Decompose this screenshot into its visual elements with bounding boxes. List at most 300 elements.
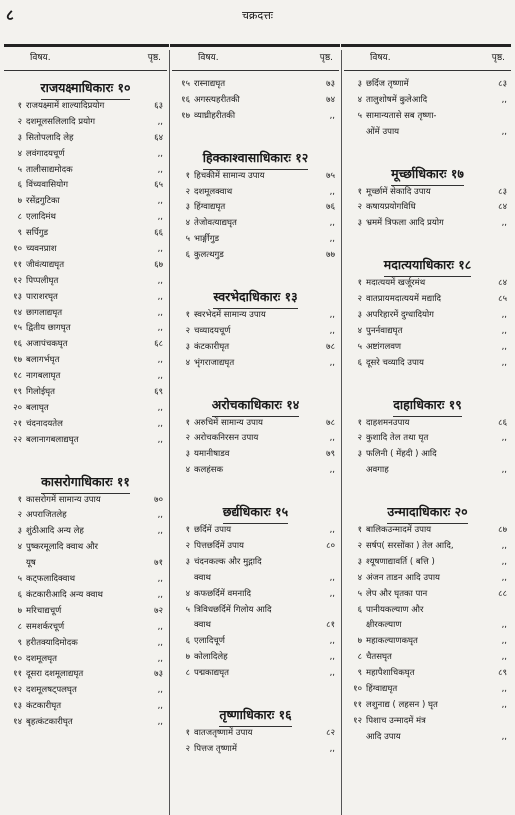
entry-number: १५ [181,79,190,89]
entry-page: ,, [501,699,507,710]
entry-title: कासरोगमें सामान्य उपाय [26,494,101,505]
entry-number: १५ [13,323,22,334]
entry-number: १० [353,684,362,695]
index-entry [4,337,167,353]
entry-title: यमानीषाडव [194,449,230,460]
entry-number: ६ [185,250,190,261]
index-entry [4,178,167,194]
index-entry [344,698,511,714]
entry-number: ५ [357,341,362,352]
entry-number: १ [185,170,190,181]
index-entry [344,125,511,141]
entry-number: ३ [357,79,362,89]
entry-number: १ [185,417,190,428]
entry-page: ,, [501,731,507,742]
index-entry [172,169,339,185]
section-title [4,77,167,99]
entry-number: ११ [13,259,22,270]
entry-title: पित्तज तृष्णामें [194,743,237,754]
entry-title: कंटकारीआदि अन्य क्वाथ [26,589,103,600]
entry-page: ,, [501,465,507,476]
entry-title: छर्दिज तृष्णामें [366,79,409,89]
entry-number: ५ [17,164,22,175]
entry-number: १ [357,417,362,428]
page-heading: पृष्ठ. [319,53,333,63]
index-entry [4,433,167,449]
entry-page: ,, [329,310,335,321]
index-entry [344,324,511,340]
entry-page: ६५ [154,180,163,191]
entry-page: ८० [326,541,335,552]
index-column-2 [172,50,339,815]
entry-number: ११ [13,669,22,680]
entry-page: ६६ [154,228,163,239]
entry-title: क्षीरकल्याण [366,620,402,631]
index-entry [172,308,339,324]
entry-title: जीवंत्याद्यघृत [26,259,65,270]
page-heading: पृष्ठ. [147,53,161,63]
entry-page: ,, [329,186,335,197]
entry-title: भार्ङ्गीगुड [194,234,220,245]
index-entry [344,587,511,603]
entry-number: ५ [357,110,362,121]
entry-number: १२ [13,685,22,696]
entry-number: ६ [17,180,22,191]
column-header-rule [172,66,339,71]
entry-title: व्याघ्रीहरीतकी [194,110,236,121]
index-entry [344,416,511,432]
entry-title: पिशाच उन्मादमें मंत्र [366,715,426,726]
entry-title: फलिनी ( मेंहदी ) आदि [366,449,437,460]
entry-page: ८४ [498,202,507,213]
entry-title: कुशादि तेल तथा घृत [366,433,429,444]
entry-title: बालिकउन्मादमें उपाय [366,525,432,536]
entry-number: २१ [13,418,22,429]
entry-title: पाराशरघृत [26,291,58,302]
section-title [172,394,339,416]
entry-page: ८३ [498,186,507,197]
entry-page: ,, [157,685,163,696]
index-entry [4,163,167,179]
index-entry [172,185,339,201]
entry-title: अरोचकनिरसन उपाय [194,433,259,444]
entry-page: ,, [157,212,163,223]
index-entry [4,369,167,385]
index-entry [4,636,167,652]
index-entry [344,539,511,555]
entry-number: ३ [17,526,22,537]
entry-number: ३ [185,341,190,352]
index-entry [172,650,339,666]
entry-title: ओंमें उपाय [366,126,400,137]
entry-title: सामान्यतासे सब तृष्णा- [366,110,437,121]
entry-title: छागलाद्यघृत [26,307,63,318]
entry-title: कंटकारीघृत [194,341,230,352]
top-rule-right [341,44,511,47]
index-entry [4,401,167,417]
entry-page: ,, [157,621,163,632]
entry-title: त्रिविधछर्दिमें गिलोय आदि [194,604,272,615]
entry-number: ६ [185,636,190,647]
entry-number: २ [185,743,190,754]
entry-number: १९ [13,387,22,398]
index-entry [344,603,511,619]
entry-number: १४ [13,717,22,728]
entry-title: तेजोवत्याद्यघृत [194,218,237,229]
index-entry [344,618,511,634]
entry-number: १३ [13,291,22,302]
index-entry [4,99,167,115]
entry-title: हिंग्वाद्यघृत [194,202,226,213]
entry-number: ८ [185,668,190,679]
entry-page: ,, [329,234,335,245]
entry-page: ८६ [498,417,507,428]
entry-title: चंदनकल्क और मुद्गादि [194,556,262,567]
entry-title: कट्फलादिक्वाथ [26,574,76,585]
entry-page: ७८ [326,417,335,428]
entry-page: ,, [157,116,163,127]
index-entry [344,200,511,216]
entry-title: आदि उपाय [366,731,401,742]
index-entry [344,77,511,93]
entry-title: बृहत्कंटकारीघृत [26,717,73,728]
column-divider [169,50,170,815]
entry-number: १० [13,653,22,664]
index-entry [4,242,167,258]
entry-page: ,, [157,434,163,445]
entry-page [313,603,339,619]
entry-page: ,, [157,371,163,382]
entry-page: ,, [501,541,507,552]
index-entry [172,587,339,603]
entry-title: राजयक्ष्मामें शाल्यादिप्रयोग [26,101,105,111]
entry-number: ७ [17,605,22,616]
index-entry [4,306,167,322]
entry-page: ७९ [326,449,335,460]
entry-page: ,, [157,148,163,159]
entry-number: ६ [17,589,22,600]
entry-number: १ [357,186,362,197]
index-entry [4,699,167,715]
subject-heading: विषय. [370,53,391,63]
entry-number: ९ [17,637,22,648]
entry-page: ,, [501,126,507,137]
entry-number: ४ [185,465,190,476]
entry-title: बलानागबलाद्यघृत [26,434,79,445]
index-entry [172,463,339,479]
entry-title: सर्पिगुड [26,228,49,239]
entry-number: ९ [17,228,22,239]
entry-number: ४ [357,94,362,105]
entry-title: दशमूलघृत [26,653,58,664]
index-column-1 [4,50,167,815]
entry-page: ,, [157,637,163,648]
section-title [344,163,511,185]
entry-number: ४ [357,325,362,336]
section-title-text: दाहाधिकारः १९ [393,394,462,417]
index-entry [172,603,339,619]
entry-number: १ [185,310,190,321]
entry-page: ,, [329,572,335,583]
index-entry [4,131,167,147]
entry-title: सर्षप( सरसोंका ) तेल आदि, [366,541,454,552]
entry-page: ,, [501,636,507,647]
entry-title: महापैशाचिकघृत [366,668,415,679]
index-entry [172,634,339,650]
entry-title: बलाघृत [26,402,49,413]
entry-page [141,540,167,556]
entry-title: लेप और घृतका पान [366,588,428,599]
section-title [172,704,339,726]
entry-page: ८३ [498,79,507,89]
index-entry [4,588,167,604]
index-entry [4,493,167,509]
entry-number: १ [17,494,22,505]
index-entry [172,571,339,587]
index-entry [172,726,339,742]
entry-number: ३ [357,218,362,229]
index-entry [4,540,167,556]
entry-number: ३ [357,556,362,567]
section-title-text: तृष्णाधिकारः १६ [219,704,291,727]
entry-number: ५ [185,234,190,245]
index-entry [344,650,511,666]
entry-number: २२ [13,434,22,445]
section-title [344,254,511,276]
entry-number: २० [13,402,22,413]
entry-page: ,, [157,355,163,366]
entry-number: २ [17,510,22,521]
entry-title: अवगाह [366,465,389,476]
entry-title: बलागर्भघृत [26,355,60,366]
entry-page: ,, [157,291,163,302]
index-entry [344,216,511,232]
entry-number: ४ [357,572,362,583]
entry-page: ,, [501,94,507,105]
entry-number: २ [185,541,190,552]
entry-title: पुष्करमूलादि क्वाथ और [26,542,98,553]
entry-number: १ [185,728,190,739]
entry-number: ४ [185,588,190,599]
entry-number: ११ [353,699,362,710]
entry-title: शुंठीआदि अन्य लेह [26,526,84,537]
entry-title: चव्यादयचूर्ण [194,325,231,336]
entry-title: कुलत्थगुड [194,250,224,261]
index-entry [172,324,339,340]
entry-number: ३ [357,310,362,321]
entry-title: छर्दिमें उपाय [194,525,232,536]
entry-page: ,, [329,525,335,536]
entry-title: चंदनादयतेल [26,418,63,429]
entry-title: एलादिचूर्ण [194,636,225,647]
entry-page: ,, [329,743,335,754]
entry-title: पिप्पलीघृत [26,275,59,286]
entry-number: १० [13,244,22,255]
entry-page: ,, [157,196,163,207]
entry-title: पुनर्नवाद्यघृत [366,325,403,336]
entry-title: तालुशोषमें कुलेआदि [366,94,428,105]
entry-page: ८४ [498,278,507,289]
entry-number: ४ [17,148,22,159]
entry-page: ७५ [326,170,335,181]
index-entry [4,353,167,369]
entry-number: १२ [353,715,362,726]
entry-page: ,, [329,218,335,229]
entry-number: ४ [185,218,190,229]
entry-number: ५ [17,574,22,585]
entry-page: ६४ [154,132,163,143]
index-entry [4,604,167,620]
column-header-rule [344,66,511,71]
entry-page [485,109,511,125]
index-entry [4,572,167,588]
index-entry [4,210,167,226]
entry-number: २ [357,541,362,552]
section-title-text: हिक्काश्वासाधिकारः १२ [203,147,308,170]
entry-title: पित्तछर्दिमें उपाय [194,541,244,552]
index-entry [172,340,339,356]
index-entry [4,667,167,683]
page-heading: पृष्ठ. [491,53,505,63]
entry-number: १६ [181,94,190,105]
entry-page: ,, [329,588,335,599]
entry-page: ,, [501,341,507,352]
entry-number: २ [185,433,190,444]
entry-page: ,, [329,465,335,476]
index-entry [344,340,511,356]
entry-number: १७ [181,110,190,121]
entry-number: ८ [357,652,362,663]
index-entry [172,742,339,758]
running-head: चक्रदत्तः [241,9,274,22]
section-title-text: स्वरभेदाधिकारः १३ [213,286,297,309]
entry-page: ,, [157,701,163,712]
entry-title: दूसरा दशमूलाद्यघृत [26,669,84,680]
entry-number: ४ [17,542,22,553]
entry-number: ३ [185,202,190,213]
entry-title: अंजन ताडन आदि उपाय [366,572,440,583]
entry-page: ७० [154,494,163,505]
index-entry [344,555,511,571]
entry-title: स्वरभेदमें सामान्य उपाय [194,310,266,321]
entry-page: ,, [501,620,507,631]
index-entry [344,714,511,730]
entry-page: ७८ [326,341,335,352]
entry-number: १८ [13,371,22,382]
index-entry [4,194,167,210]
entry-title: सितोपलादि लेह [26,132,74,143]
entry-page: ७६ [326,202,335,213]
entry-number: २ [357,294,362,305]
entry-page: ,, [329,325,335,336]
index-entry [344,431,511,447]
entry-title: हरीतक्यादिमोदक [26,637,78,648]
entry-number: १ [357,278,362,289]
entry-page: ,, [157,510,163,521]
entry-page: ,, [501,572,507,583]
entry-title: दाहशमनउपाय [366,417,410,428]
column-header [344,50,511,66]
index-entry [172,555,339,571]
entry-number: ३ [185,449,190,460]
index-entry [172,666,339,682]
entry-number: १ [17,101,22,111]
entry-page: ,, [157,307,163,318]
section-title [172,501,339,523]
entry-number: ३ [357,449,362,460]
index-entry [344,666,511,682]
index-entry [344,185,511,201]
section-title [4,471,167,493]
index-entry [172,248,339,264]
index-entry [4,620,167,636]
page-number: ८ [6,6,14,24]
entry-page [313,555,339,571]
entry-title: कफछर्दिमें वमनादि [194,588,251,599]
column-header [172,50,339,66]
index-entry [4,417,167,433]
entry-page: ८१ [326,620,335,631]
entry-title: पानीयकल्याण और [366,604,424,615]
index-entry [344,571,511,587]
entry-page: ७२ [154,605,163,616]
entry-title: दशमूलषट्पलघृत [26,685,77,696]
entry-page: ,, [157,653,163,664]
entry-page: ७३ [326,79,335,89]
entry-title: लशुनाद्य ( लहसन ) घृत [366,699,438,710]
entry-title: विंच्यवासियोग [26,180,69,191]
entry-title: अष्टांगलवण [366,341,402,352]
top-rule-middle [170,44,340,47]
entry-title: दूसरे चव्यादि उपाय [366,357,424,368]
entry-title: क्वाथ [194,620,211,631]
index-entry [172,431,339,447]
index-entry [344,447,511,463]
entry-title: पद्मकाद्यघृत [194,668,230,679]
entry-number: २ [357,202,362,213]
index-entry [172,356,339,372]
index-entry [4,147,167,163]
entry-page: ,, [157,717,163,728]
index-entry [344,682,511,698]
entry-number: १ [185,525,190,536]
entry-page: ६८ [154,339,163,350]
entry-number: ८ [17,621,22,632]
entry-number: ८ [17,212,22,223]
entry-number: २ [185,325,190,336]
entry-title: अपरिहारमें दुग्धादियोग [366,310,434,321]
entry-number: १४ [13,307,22,318]
entry-title: वातप्रायमदात्ययमें मद्यादि [366,294,442,305]
entry-title: रास्नाद्यघृत [194,79,226,89]
entry-number: २ [357,433,362,444]
entry-number: १३ [13,701,22,712]
entry-page: ८७ [498,525,507,536]
entry-page [485,447,511,463]
entry-number: ३ [17,132,22,143]
section-title [172,147,339,169]
entry-title: महाकल्याणकघृत [366,636,418,647]
entry-number: ४ [185,357,190,368]
entry-title: कंटकारीघृत [26,701,62,712]
index-entry [4,556,167,572]
entry-page: ७७ [326,250,335,261]
entry-title: अरुचिमें सामान्य उपाय [194,417,263,428]
index-entry [172,77,339,93]
index-entry [172,416,339,432]
index-entry [344,276,511,292]
top-rule-left [4,44,169,47]
